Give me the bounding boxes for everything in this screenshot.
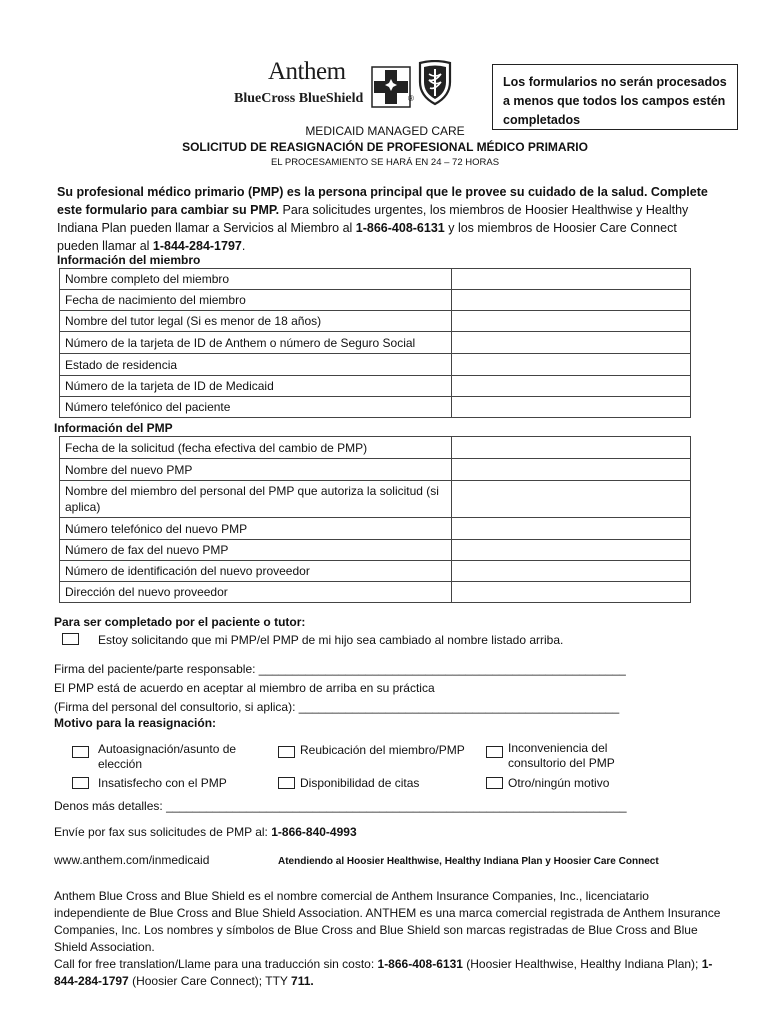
reasons-title: Motivo para la reasignación: <box>54 716 217 730</box>
field-label: Estado de residencia <box>60 354 452 376</box>
field-label: Fecha de la solicitud (fecha efectiva del cambio de PMP) <box>60 437 452 459</box>
fax-line <box>54 825 357 839</box>
intro-bold: Su profesional médico primario (PMP) es la persona principal que le provee su cuidado de la salud. Complete este formulario para cambiar su PMP. <box>57 185 708 217</box>
field-label: Nombre completo del miembro <box>60 269 452 290</box>
registered-mark: ® <box>408 94 414 103</box>
inconvenience-label: Inconveniencia del consultorio del PMP <box>508 741 615 770</box>
anthem-id-field[interactable] <box>452 332 691 354</box>
translation-text-b: (Hoosier Healthwise, Healthy Indiana Plan); <box>462 957 702 971</box>
other-reason-label: Otro/ningún motivo <box>508 776 610 790</box>
intro-phone-1: 1-866-408-6131 <box>355 221 445 235</box>
table-row <box>60 332 691 354</box>
table-row <box>60 269 691 290</box>
relocation-checkbox[interactable] <box>278 746 295 758</box>
inconvenience-checkbox[interactable] <box>486 746 503 758</box>
request-checkbox-label: Estoy solicitando que mi PMP/el PMP de mi hijo sea cambiado al nombre listado arriba. <box>98 633 564 647</box>
pmp-section-title: Información del PMP <box>54 421 173 435</box>
translation-phone-2: 1-844-284-1797 <box>54 957 713 988</box>
table-row <box>60 376 691 397</box>
request-checkbox[interactable] <box>62 633 79 645</box>
member-name-field[interactable] <box>452 269 691 290</box>
availability-label: Disponibilidad de citas <box>300 776 420 790</box>
field-label: Número telefónico del nuevo PMP <box>60 518 452 540</box>
field-label: Nombre del tutor legal (Si es menor de 18 años) <box>60 311 452 332</box>
translation-phone-1: 1-866-408-6131 <box>377 957 463 971</box>
table-row <box>60 459 691 481</box>
table-row <box>60 354 691 376</box>
program-title: MEDICAID MANAGED CARE <box>305 124 465 138</box>
provider-id-field[interactable] <box>452 561 691 582</box>
translation-line <box>54 956 724 990</box>
other-reason-checkbox[interactable] <box>486 777 503 789</box>
field-label: Número de la tarjeta de ID de Medicaid <box>60 376 452 397</box>
patient-section-title: Para ser completado por el paciente o tutor: <box>54 615 306 629</box>
patient-phone-field[interactable] <box>452 397 691 418</box>
availability-checkbox[interactable] <box>278 777 295 789</box>
field-label: Número de fax del nuevo PMP <box>60 540 452 561</box>
form-title: SOLICITUD DE REASIGNACIÓN DE PROFESIONAL MÉDICO PRIMARIO <box>182 140 588 154</box>
field-label: Dirección del nuevo proveedor <box>60 582 452 603</box>
logo-wordmark: Anthem <box>268 58 346 85</box>
medicaid-id-field[interactable] <box>452 376 691 397</box>
table-row <box>60 481 691 518</box>
guardian-name-field[interactable] <box>452 311 691 332</box>
member-dob-field[interactable] <box>452 290 691 311</box>
field-label: Fecha de nacimiento del miembro <box>60 290 452 311</box>
anthem-logo <box>232 58 454 110</box>
new-pmp-name-field[interactable] <box>452 459 691 481</box>
request-date-field[interactable] <box>452 437 691 459</box>
intro-paragraph <box>57 183 717 255</box>
field-label: Nombre del nuevo PMP <box>60 459 452 481</box>
table-row <box>60 518 691 540</box>
notice-box: Los formularios no serán procesados a menos que todos los campos estén completados <box>492 64 738 130</box>
pmp-agreement-text: El PMP está de acuerdo en aceptar al miembro de arriba en su práctica <box>54 681 435 695</box>
fax-text: Envíe por fax sus solicitudes de PMP al: <box>54 825 272 839</box>
footer <box>54 888 724 990</box>
pmp-info-table <box>59 436 691 603</box>
table-row <box>60 311 691 332</box>
table-row <box>60 290 691 311</box>
details-label: Denos más detalles: <box>54 799 163 813</box>
table-row <box>60 561 691 582</box>
blue-shield-icon <box>418 60 452 106</box>
field-label: Número de identificación del nuevo proveedor <box>60 561 452 582</box>
serving-plans: Atendiendo al Hoosier Healthwise, Healthy Indiana Plan y Hoosier Care Connect <box>278 856 659 867</box>
self-assign-checkbox[interactable] <box>72 746 89 758</box>
fax-number: 1-866-840-4993 <box>271 825 357 839</box>
field-label: Número telefónico del paciente <box>60 397 452 418</box>
intro-text-a: Para solicitudes urgentes, los miembros de Hoosier Healthwise y Healthy Indiana Plan pueden llamar a Servicios al Miembro al <box>57 203 689 235</box>
self-assign-label: Autoasignación/asunto de elección <box>98 742 237 771</box>
processing-note: EL PROCESAMIENTO SE HARÁ EN 24 – 72 HORAS <box>270 157 500 168</box>
details-input[interactable]: _____________________________________________________________________ <box>162 799 627 813</box>
relocation-label: Reubicación del miembro/PMP <box>300 743 465 757</box>
field-label: Número de la tarjeta de ID de Anthem o número de Seguro Social <box>60 332 452 354</box>
table-row <box>60 397 691 418</box>
intro-phone-2: 1-844-284-1797 <box>152 239 242 253</box>
table-row <box>60 540 691 561</box>
patient-signature-line[interactable]: Firma del paciente/parte responsable: _______________________________________________________ <box>54 662 626 676</box>
new-pmp-fax-field[interactable] <box>452 540 691 561</box>
translation-text-c: (Hoosier Care Connect); TTY <box>128 974 292 988</box>
details-line <box>54 799 627 813</box>
blue-cross-icon <box>371 66 411 108</box>
intro-text-b: y los miembros de Hoosier Care Connect pueden llamar al <box>57 221 677 253</box>
member-info-table <box>59 268 691 418</box>
table-row <box>60 437 691 459</box>
logo-subtitle: BlueCross BlueShield <box>234 91 364 106</box>
field-label: Nombre del miembro del personal del PMP que autoriza la solicitud (si aplica) <box>60 481 452 518</box>
legal-text: Anthem Blue Cross and Blue Shield es el nombre comercial de Anthem Insurance Companies, Inc., licenciatario independiente de Blue Cross and Blue Shield Association. ANTHEM es una marca comercial registrada de Anthem Insurance Companies, Inc. Los nombres y símbolos de Blue Cross and Blue Shield son marcas registradas de Blue Cross and Blue Shield Association. <box>54 889 721 954</box>
dissatisfied-checkbox[interactable] <box>72 777 89 789</box>
staff-name-field[interactable] <box>452 481 691 518</box>
translation-text-a: Call for free translation/Llame para una traducción sin costo: <box>54 957 378 971</box>
member-section-title: Información del miembro <box>57 253 201 267</box>
office-signature-line[interactable]: (Firma del personal del consultorio, si aplica): ________________________________________________ <box>54 700 620 714</box>
website-link[interactable]: www.anthem.com/inmedicaid <box>54 853 210 867</box>
provider-address-field[interactable] <box>452 582 691 603</box>
new-pmp-phone-field[interactable] <box>452 518 691 540</box>
intro-text-c: . <box>241 239 246 253</box>
dissatisfied-label: Insatisfecho con el PMP <box>98 776 227 790</box>
tty-number: 711. <box>291 974 314 988</box>
table-row <box>60 582 691 603</box>
state-field[interactable] <box>452 354 691 376</box>
